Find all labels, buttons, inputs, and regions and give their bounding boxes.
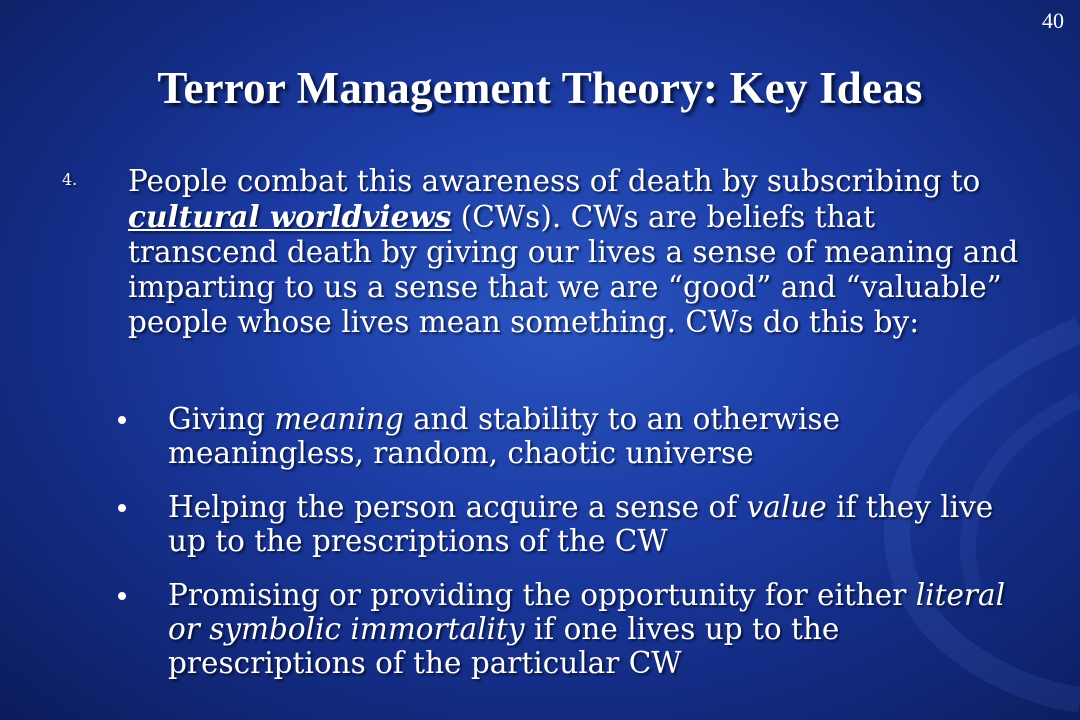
bullet-item-meaning: [108, 402, 1028, 470]
bullet-dot-icon: [118, 504, 126, 512]
slide-title: Terror Management Theory: Key Ideas: [157, 63, 923, 113]
numbered-point: [62, 164, 1022, 340]
bullet-list: [108, 402, 1028, 700]
cultural-worldviews-emphasis: cultural worldviews: [128, 199, 452, 234]
list-number: 4.: [62, 170, 78, 189]
bullet-text: and stability to an otherwise meaningless, random, chaotic universe: [168, 402, 841, 470]
bullet-italic-text: literal or symbolic immortality: [168, 578, 1006, 646]
bullet-dot-icon: [118, 416, 126, 424]
bullet-text: Giving: [168, 402, 275, 436]
point-text-start: People combat this awareness of death by subscribing to: [128, 164, 981, 198]
bullet-text: Promising or providing the opportunity for either: [168, 578, 916, 612]
bullet-text: if they live up to the prescriptions of the CW: [168, 490, 994, 558]
bullet-text: if one lives up to the prescriptions of the particular CW: [168, 612, 840, 680]
slide-number: 40: [1042, 8, 1064, 33]
bullet-italic-text: meaning: [274, 402, 404, 436]
point-paragraph: [128, 164, 1022, 340]
bullet-text: Helping the person acquire a sense of: [168, 490, 747, 524]
bullet-item-value: [108, 490, 1028, 558]
bullet-dot-icon: [118, 592, 126, 600]
bullet-item-immortality: [108, 578, 1028, 680]
point-text-end: (CWs). CWs are beliefs that transcend death by giving our lives a sense of meaning and imparting to us a sense that we are “good” and “valuable” people whose lives mean something. CWs do this by:: [128, 200, 1019, 339]
bullet-italic-text: value: [746, 490, 827, 524]
